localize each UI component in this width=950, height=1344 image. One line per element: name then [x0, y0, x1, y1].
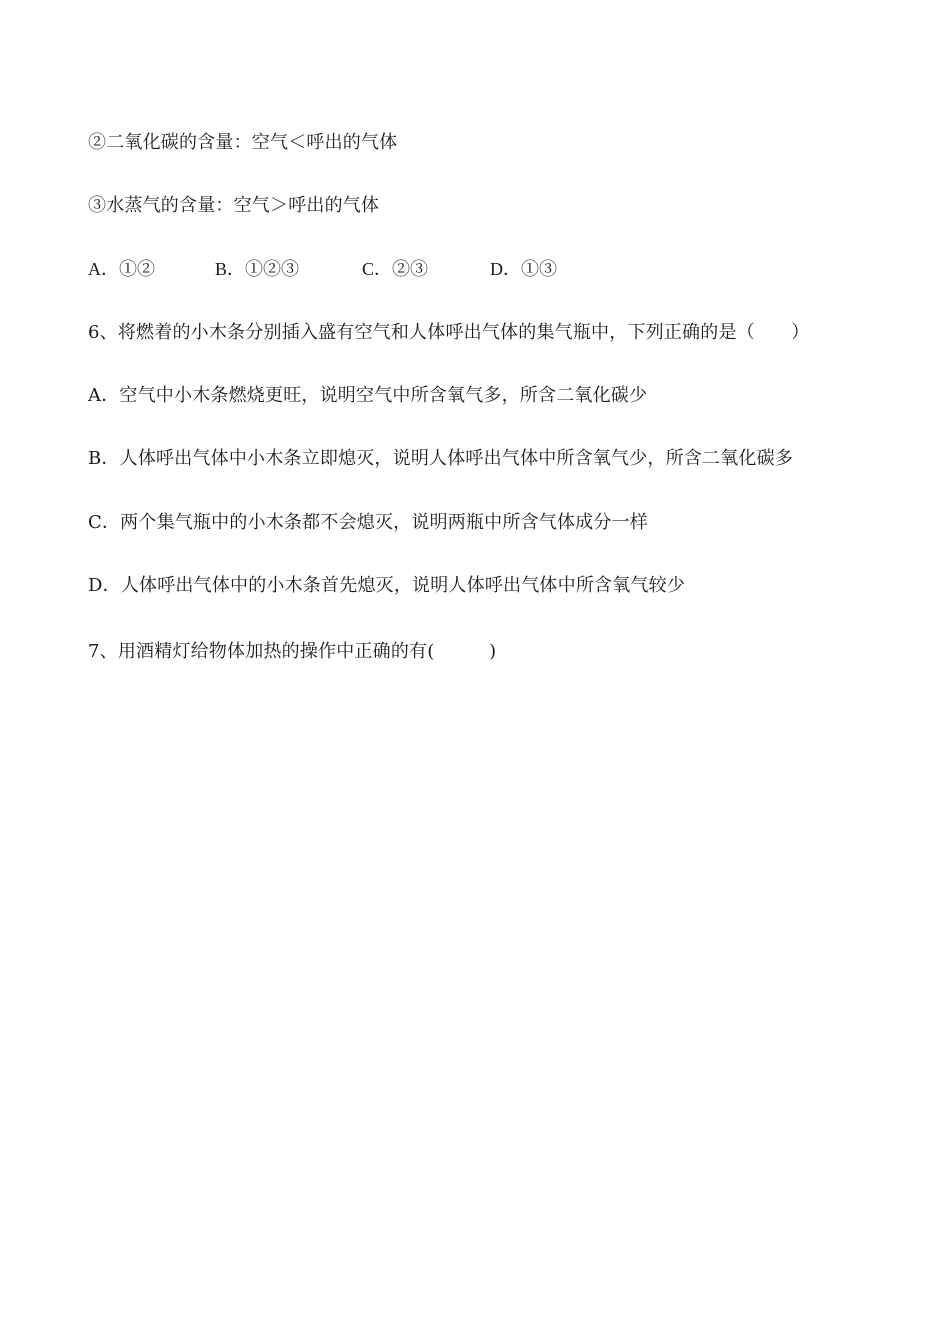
question-6-option-b[interactable]: B．人体呼出气体中小木条立即熄灭，说明人体呼出气体中所含氧气少，所含二氧化碳多: [88, 448, 794, 469]
statement-2: ②二氧化碳的含量：空气＜呼出的气体: [88, 132, 398, 153]
question-7-stem: 7、用酒精灯给物体加热的操作中正确的有( ): [88, 641, 497, 662]
question-6-stem: 6、将燃着的小木条分别插入盛有空气和人体呼出气体的集气瓶中，下列正确的是（ ）: [88, 322, 810, 343]
choice-a[interactable]: A．①②: [88, 259, 155, 279]
choice-d[interactable]: D．①③: [490, 259, 557, 279]
question-6-option-a[interactable]: A．空气中小木条燃烧更旺，说明空气中所含氧气多，所含二氧化碳少: [88, 385, 648, 406]
choice-c[interactable]: C．②③: [362, 259, 429, 279]
statement-3: ③水蒸气的含量：空气＞呼出的气体: [88, 195, 380, 216]
question-6-option-d[interactable]: D．人体呼出气体中的小木条首先熄灭，说明人体呼出气体中所含氧气较少: [88, 575, 686, 596]
question-6-option-c[interactable]: C．两个集气瓶中的小木条都不会熄灭，说明两瓶中所含气体成分一样: [88, 512, 648, 533]
choice-b[interactable]: B．①②③: [215, 259, 300, 279]
